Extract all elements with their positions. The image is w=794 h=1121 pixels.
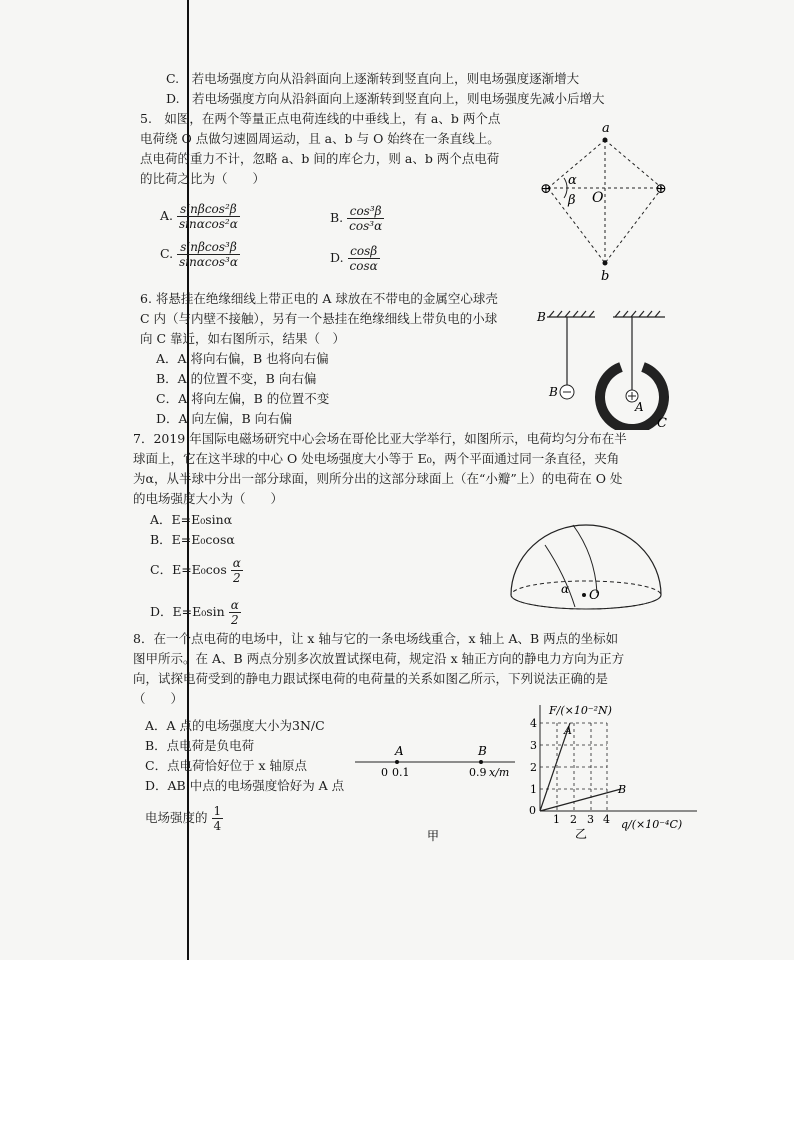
q8-option-a: A．A 点的电场强度大小为3N/C (145, 718, 325, 733)
q5-option-d: D. $\frac{\cos\beta}{\cos\alpha}$ (330, 244, 378, 273)
q7-label-o: O (589, 588, 600, 603)
q6-hatch (565, 311, 570, 317)
q7-option-c: C．E=E₀cos $\frac{\alpha}{2}$ (150, 556, 241, 585)
q6-option-c: C．A 将向左偏，B 的位置不变 (156, 391, 330, 406)
q8-stem-line2: 图甲所示。在 A、B 两点分别多次放置试探电荷，规定沿 x 轴正方向的静电力方向为正方 (133, 651, 625, 666)
q6-label-b: B (549, 385, 558, 399)
q6-hatch (549, 311, 554, 317)
q8-stem-line3: 向，试探电荷受到的静电力跟试探电荷的电荷量的关系如图乙所示，下列说法正确的是 (133, 671, 609, 686)
q5-rhombus-edge (605, 188, 662, 263)
q6-hatch (615, 311, 620, 317)
q7-figure (505, 515, 665, 615)
q8-xtick-4: 4 (603, 813, 610, 826)
q8-tick-09: 0.9 (469, 766, 487, 779)
q5-label-alpha: α (568, 173, 577, 188)
q6-label-c: C (657, 416, 667, 430)
q7-stem-line4: 的电场强度大小为（ ） (133, 491, 284, 506)
q7-option-b: B．E=E₀cosα (150, 532, 235, 547)
q6-hatch (557, 311, 562, 317)
q8-stem-line1: 8．在一个点电荷的电场中，让 x 轴与它的一条电场线重合，x 轴上 A、B 两点的坐标如 (133, 631, 619, 646)
q7-cut-plane-2 (573, 525, 597, 593)
q6-stem-line3: 向 C 靠近，如右图所示，结果（ ） (140, 331, 346, 346)
q6-hatch (655, 311, 660, 317)
q8-ytick-3: 3 (530, 739, 537, 752)
q8-option-d: D．AB 中点的电场强度恰好为 A 点 (145, 778, 345, 793)
q5-option-a: A. $\frac{\text{sinβcos²β}}{\text{sinαcos²α}}$ (160, 202, 238, 231)
q6-hatch (639, 311, 644, 317)
q4-option-c: C. 若电场强度方向从沿斜面向上逐渐转到竖直向上，则电场强度逐渐增大 (166, 71, 580, 86)
q8-point-a (395, 760, 399, 764)
q5-option-c: C. $\frac{\text{sinβcos³β}}{\text{sinαcos³α}}$ (160, 240, 238, 269)
q7-center-point (582, 593, 586, 597)
q8-point-b (479, 760, 483, 764)
q8-line-b-label: B (618, 783, 627, 796)
q6-label-b-top: B (537, 310, 546, 324)
q5-right-charge: ⊕ (655, 181, 667, 197)
q6-stem-line2: C 内（与内壁不接触），另有一个悬挂在绝缘细线上带负电的小球 (140, 311, 498, 326)
q8-ytick-4: 4 (530, 717, 537, 730)
q5-rhombus-edge (605, 140, 662, 188)
q8-option-d-cont: 电场强度的 $\frac{1}{4}$ (145, 804, 222, 833)
q8-tick-01: 0.1 (392, 766, 410, 779)
q5-option-b: B. $\frac{\text{cos³β}}{\text{cos³α}}$ (330, 204, 383, 233)
q5-label-beta: β (568, 193, 576, 208)
q5-point-a (603, 138, 608, 143)
q6-hatch (589, 311, 594, 317)
q6-hatch (631, 311, 636, 317)
q7-base-front (511, 595, 661, 609)
q8-line-a-label: A (564, 724, 572, 737)
q8-option-c: C．点电荷恰好位于 x 轴原点 (145, 758, 308, 773)
q6-stem-line1: 6. 将悬挂在绝缘细线上带正电的 A 球放在不带电的金属空心球壳 (140, 291, 498, 306)
q8-xtick-1: 1 (553, 813, 560, 826)
q8-ytick-1: 1 (530, 783, 537, 796)
q8-caption-jia: 甲 (427, 829, 440, 843)
q6-figure (535, 305, 685, 430)
q8-label-a: A (395, 744, 404, 758)
q5-label-o: O (592, 190, 604, 206)
q8-tick-0: 0 (381, 766, 388, 779)
q8-origin: 0 (529, 804, 536, 817)
q7-stem-line1: 7．2019 年国际电磁场研究中心会场在哥伦比亚大学举行，如图所示，电荷均匀分布在半 (133, 431, 627, 446)
q6-hatch (623, 311, 628, 317)
q5-label-b: b (601, 269, 610, 284)
q5-figure (530, 118, 680, 288)
q7-stem-line3: 为α，从半球中分出一部分球面，则所分出的这部分球面上（在“小瓣”上）的电荷在 O 处 (133, 471, 623, 486)
q8-axis-label: x/m (489, 766, 510, 779)
q8-y-label: F/(×10⁻²N) (549, 704, 612, 717)
q6-option-d: D．A 向左偏，B 向右偏 (156, 411, 293, 426)
q8-figure-yi (525, 700, 705, 845)
q8-option-b: B．点电荷是负电荷 (145, 738, 255, 753)
q5-stem-line2: 电荷绕 O 点做匀速圆周运动，且 a、b 与 O 始终在一条直线上。 (140, 131, 500, 146)
q7-option-d: D．E=E₀sin $\frac{\alpha}{2}$ (150, 598, 239, 627)
q6-hatch (573, 311, 578, 317)
q8-xtick-3: 3 (587, 813, 594, 826)
q5-stem-line3: 点电荷的重力不计，忽略 a、b 间的库仑力，则 a、b 两个点电荷 (140, 151, 500, 166)
q5-angle-arc (564, 178, 567, 198)
q8-x-label: q/(×10⁻⁴C) (621, 818, 683, 831)
q5-left-charge: ⊕ (540, 181, 552, 197)
q5-stem-line4: 的比荷之比为（ ） (140, 171, 266, 186)
q5-point-b (603, 261, 608, 266)
q8-ytick-2: 2 (530, 761, 537, 774)
q8-figure-jia (355, 740, 525, 845)
q8-line-b (540, 789, 621, 811)
q7-label-alpha: α (561, 582, 570, 596)
q6-hatch (647, 311, 652, 317)
q7-cut-plane-1 (545, 545, 575, 607)
q8-stem-line4: （ ） (133, 691, 184, 706)
q6-option-b: B．A 的位置不变，B 向右偏 (156, 371, 317, 386)
q7-stem-line2: 球面上，它在这半球的中心 O 处电场强度大小等于 E₀，两个平面通过同一条直径，夹角 (133, 451, 620, 466)
q8-xtick-2: 2 (570, 813, 577, 826)
q8-label-b: B (478, 744, 487, 758)
q5-label-a: a (602, 121, 610, 136)
q6-hatch (581, 311, 586, 317)
q6-option-a: A．A 将向右偏，B 也将向右偏 (156, 351, 329, 366)
q4-option-d: D. 若电场强度方向从沿斜面向上逐渐转到竖直向上，则电场强度先减小后增大 (166, 91, 605, 106)
q5-stem-line1: 5. 如图，在两个等量正点电荷连线的中垂线上，有 a、b 两个点 (140, 111, 501, 126)
q6-label-a: A (635, 400, 644, 414)
q8-caption-yi: 乙 (575, 827, 588, 841)
q7-option-a: A．E=E₀sinα (150, 512, 233, 527)
